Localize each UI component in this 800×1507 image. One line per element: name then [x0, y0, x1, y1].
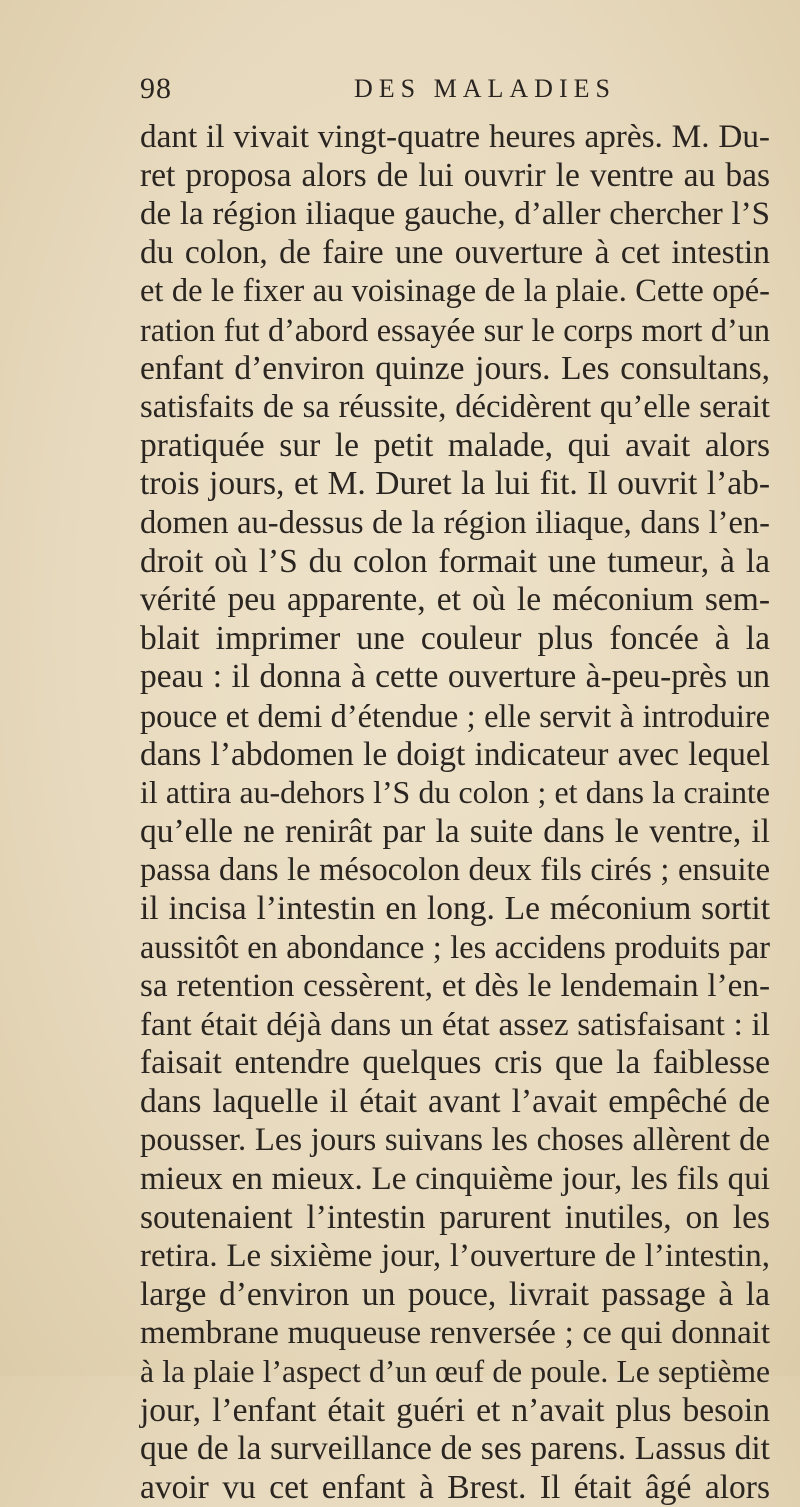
text-line: large d’environ un pouce, livrait passage à la	[140, 1275, 770, 1313]
text-line: fant était déjà dans un état assez satisfaisant : il	[140, 1005, 770, 1043]
text-line: membrane muqueuse renversée ; ce qui donnait	[140, 1315, 770, 1352]
text-line: du colon, de faire une ouverture à cet intestin	[140, 233, 770, 271]
text-line: aussitôt en abondance ; les accidens produits par	[140, 929, 770, 966]
text-line: passa dans le mésocolon deux fils cirés ; ensuite	[140, 852, 770, 889]
text-line: vérité peu apparente, et où le méconium sem-	[140, 581, 770, 619]
text-line: pratiquée sur le petit malade, qui avait alors	[140, 426, 770, 464]
text-line: à la plaie l’aspect d’un œuf de poule. Le septième	[140, 1354, 770, 1389]
text-line: peau : il donna à cette ouverture à-peu-près un	[140, 658, 770, 696]
text-line: et de le fixer au voisinage de la plaie. Cette opé-	[140, 273, 770, 310]
text-line: sa retention cessèrent, et dès le lendemain l’en-	[140, 967, 770, 1005]
text-line: domen au-dessus de la région iliaque, dans l’en-	[140, 504, 770, 541]
text-line: enfant d’environ quinze jours. Les consultans,	[140, 349, 770, 387]
text-line: jour, l’enfant était guéri et n’avait plus besoin	[140, 1391, 770, 1429]
text-line: ration fut d’abord essayée sur le corps mort d’un	[140, 311, 770, 348]
body-text	[140, 118, 770, 1507]
text-line: mieux en mieux. Le cinquième jour, les fils qui	[140, 1160, 770, 1198]
text-line: pouce et demi d’étendue ; elle servit à introduire	[140, 697, 770, 734]
text-line: droit où l’S du colon formait une tumeur, à la	[140, 542, 770, 580]
text-line: soutenaient l’intestin parurent inutiles, on les	[140, 1198, 770, 1236]
running-head-title: DES MALADIES	[354, 74, 616, 103]
running-head	[140, 70, 740, 110]
text-line: faisait entendre quelques cris que la faiblesse	[140, 1044, 770, 1082]
page-number: 98	[140, 72, 172, 105]
text-line: que de la surveillance de ses parens. Lassus dit	[140, 1430, 770, 1468]
text-line: avoir vu cet enfant à Brest. Il était âgé alors	[140, 1468, 770, 1506]
text-line: dans laquelle il était avant l’avait empêché de	[140, 1082, 770, 1120]
text-line: dant il vivait vingt-quatre heures après. M. Du-	[140, 118, 770, 155]
text-line: dans l’abdomen le doigt indicateur avec lequel	[140, 735, 770, 773]
text-line: il incisa l’intestin en long. Le méconium sortit	[140, 889, 770, 927]
text-line: qu’elle ne renirât par la suite dans le ventre, il	[140, 812, 770, 850]
text-line: retira. Le sixième jour, l’ouverture de l’intestin,	[140, 1238, 770, 1275]
text-line: trois jours, et M. Duret la lui fit. Il ouvrit l’ab-	[140, 465, 770, 503]
text-line: pousser. Les jours suivans les choses allèrent de	[140, 1122, 770, 1159]
text-line: de la région iliaque gauche, d’aller chercher l’S	[140, 196, 770, 233]
text-line: il attira au-dehors l’S du colon ; et dans la crainte	[140, 775, 770, 811]
text-line: ret proposa alors de lui ouvrir le ventre au bas	[140, 156, 770, 194]
text-line: satisfaits de sa réussite, décidèrent qu’elle serait	[140, 389, 770, 426]
text-line: blait imprimer une couleur plus foncée à la	[140, 619, 770, 657]
